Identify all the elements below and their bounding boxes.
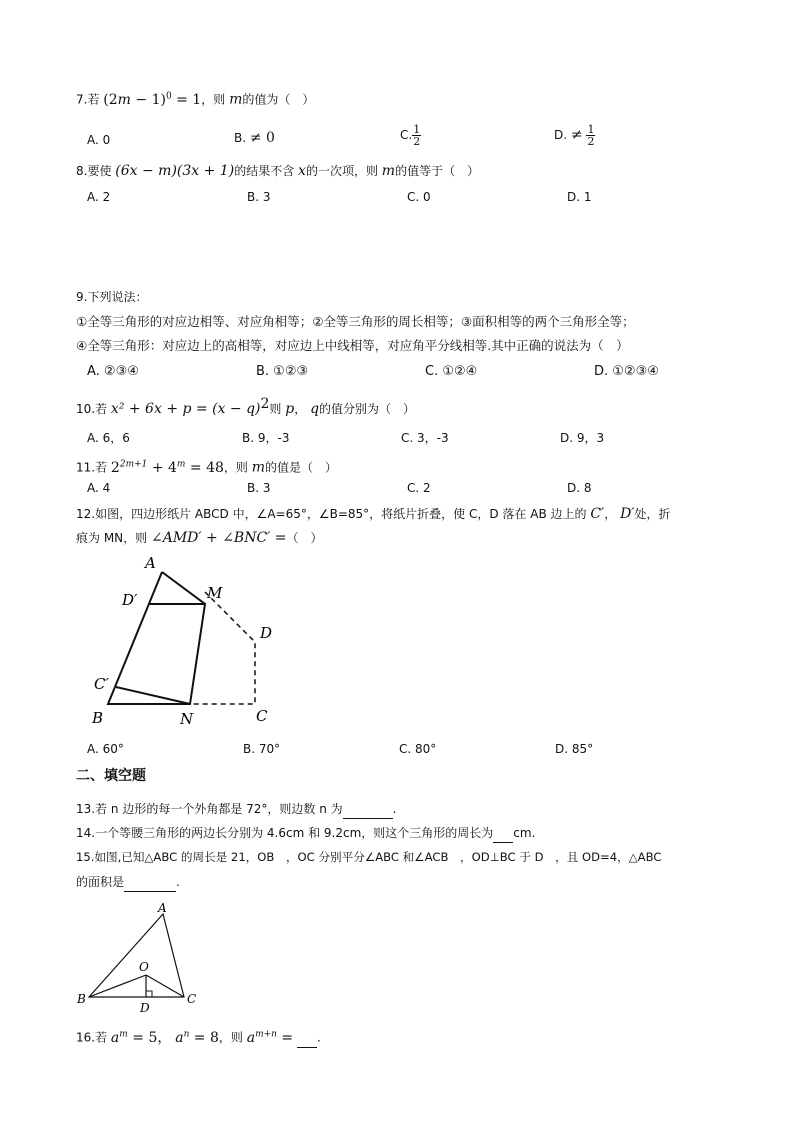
q15-stem-2: 的面积是 . bbox=[76, 873, 180, 892]
q16-answer-blank[interactable] bbox=[297, 1029, 317, 1048]
q11-stem: 11.若 $2^{2m+1} + 4^m = 48$，则 m的值是（ ） bbox=[76, 459, 338, 476]
q7-option-b[interactable]: B. ≠ 0 bbox=[234, 130, 275, 146]
q12-label-a: A bbox=[145, 554, 156, 572]
q14-answer-blank[interactable] bbox=[493, 824, 513, 843]
q13-answer-blank[interactable] bbox=[343, 800, 393, 819]
q15-segment-ob bbox=[89, 975, 146, 997]
q13-stem: 13.若 n 边形的每一个外角都是 72°，则边数 n 为 . bbox=[76, 800, 396, 819]
q12-label-c: C bbox=[256, 707, 268, 725]
q7-expression: $(2m - 1)^0 = 1$ bbox=[103, 91, 202, 108]
q11-option-d[interactable]: D. 8 bbox=[567, 481, 592, 495]
q10-option-d[interactable]: D. 9，3 bbox=[560, 431, 605, 445]
q9-option-a[interactable]: A. ②③④ bbox=[87, 364, 139, 379]
q12-stem-1: 12.如图，四边形纸片 ABCD 中，∠A=65°，∠B=85°，将纸片折叠，使 C，D 落在 AB 边上的 C′， D′处，折 bbox=[76, 506, 671, 522]
q8-option-c[interactable]: C. 0 bbox=[407, 190, 431, 204]
q10-option-b[interactable]: B. 9，-3 bbox=[242, 431, 290, 445]
q15-triangle-abc bbox=[89, 914, 184, 997]
q8-option-a[interactable]: A. 2 bbox=[87, 190, 111, 204]
q9-option-c[interactable]: C. ①②④ bbox=[425, 364, 478, 379]
q12-stem-2: 痕为 MN，则 ∠AMD′ + ∠BNC′ =（ ） bbox=[76, 530, 323, 546]
q8-option-b[interactable]: B. 3 bbox=[247, 190, 271, 204]
q15-label-c: C bbox=[187, 992, 197, 1006]
q9-stem: 9.下列说法： bbox=[76, 290, 148, 304]
q12-label-d: D bbox=[260, 624, 273, 642]
q15-label-b: B bbox=[77, 992, 86, 1006]
q9-statements-1: ①全等三角形的对应边相等、对应角相等；②全等三角形的周长相等；③面积相等的两个三角形全等； bbox=[76, 314, 635, 329]
q12-fold-segment-cn bbox=[116, 687, 190, 704]
q9-option-d[interactable]: D. ①②③④ bbox=[594, 364, 659, 379]
q12-label-dprime: D′ bbox=[122, 591, 138, 609]
q7-option-a[interactable]: A. 0 bbox=[87, 133, 111, 147]
q15-stem-1: 15.如图,已知△ABC 的周长是 21，OB ，OC 分别平分∠ABC 和∠ACB ，OD⊥BC 于 D ，且 OD=4，△ABC bbox=[76, 850, 662, 864]
q7-stem: 7.若 $(2m - 1)^0 = 1$，则 m的值为（ ） bbox=[76, 91, 315, 108]
q11-option-a[interactable]: A. 4 bbox=[87, 481, 111, 495]
q12-label-n: N bbox=[180, 710, 194, 728]
q12-option-c[interactable]: C. 80° bbox=[399, 742, 437, 756]
q15-label-a: A bbox=[158, 901, 167, 915]
q9-option-b[interactable]: B. ①②③ bbox=[256, 364, 309, 379]
q11-option-b[interactable]: B. 3 bbox=[247, 481, 271, 495]
q7-option-d[interactable]: D. ≠ $\frac{1}{2}$ bbox=[554, 123, 595, 148]
q10-stem: 10.若 $x^2 + 6x + p = (x - q)^2$则 p， q的值分别为（ ） bbox=[76, 396, 416, 417]
q12-option-b[interactable]: B. 70° bbox=[243, 742, 281, 756]
q14-stem: 14.一个等腰三角形的两边长分别为 4.6cm 和 9.2cm，则这个三角形的周长为 cm. bbox=[76, 824, 535, 843]
q12-label-cprime: C′ bbox=[94, 675, 109, 693]
q12-option-d[interactable]: D. 85° bbox=[555, 742, 594, 756]
q7-option-c[interactable]: C. $\frac{1}{2}$ bbox=[400, 123, 421, 148]
q12-dashed-original bbox=[190, 592, 255, 704]
q9-statements-2: ④全等三角形：对应边上的高相等，对应边上中线相等，对应角平分线相等.其中正确的说法为（ ） bbox=[76, 338, 629, 353]
q8-stem: 8.要使 (6x − m)(3x + 1)的结果不含 x的一次项，则 m的值等于（ ） bbox=[76, 163, 480, 179]
q12-option-a[interactable]: A. 60° bbox=[87, 742, 124, 756]
q15-triangle-figure bbox=[72, 898, 212, 1018]
q15-answer-blank[interactable] bbox=[124, 873, 176, 892]
q11-expression: $2^{2m+1} + 4^m = 48$ bbox=[110, 459, 224, 476]
q15-label-o: O bbox=[139, 960, 149, 974]
q10-option-a[interactable]: A. 6，6 bbox=[87, 431, 130, 445]
q16-stem: 16.若 $a^m = 5$， $a^n = 8$，则 $a^{m+n}$ = . bbox=[76, 1029, 321, 1046]
section-heading-fill-in: 二、填空题 bbox=[76, 768, 146, 784]
q10-option-c[interactable]: C. 3，-3 bbox=[401, 431, 449, 445]
q12-quadrilateral-figure bbox=[80, 548, 300, 733]
q15-right-angle-mark bbox=[146, 991, 152, 997]
q12-label-m: M bbox=[207, 584, 223, 602]
q8-option-d[interactable]: D. 1 bbox=[567, 190, 592, 204]
q15-label-d: D bbox=[140, 1001, 150, 1015]
q11-option-c[interactable]: C. 2 bbox=[407, 481, 431, 495]
q12-label-b: B bbox=[92, 709, 104, 727]
